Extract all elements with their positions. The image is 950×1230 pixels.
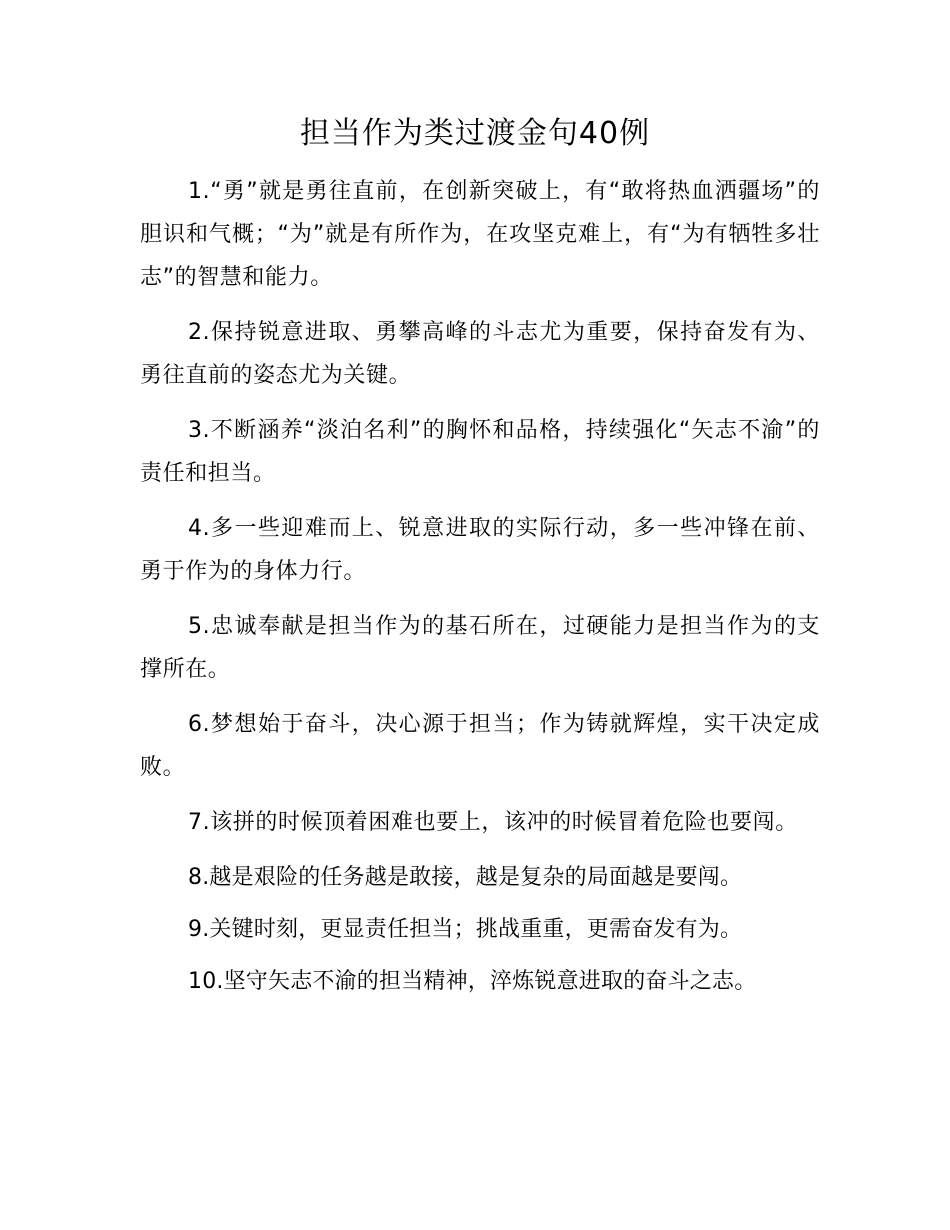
paragraph-5: 5.忠诚奉献是担当作为的基石所在，过硬能力是担当作为的支撑所在。 — [140, 614, 820, 682]
document-title: 担当作为类过渡金句40例 — [299, 116, 651, 151]
paragraph-10: 10.坚守矢志不渝的担当精神，淬炼锐意进取的奋斗之志。 — [188, 969, 757, 994]
paragraph-9: 9.关键时刻，更显责任担当；挑战重重，更需奋发有为。 — [188, 917, 743, 942]
document-body — [140, 170, 820, 1012]
paragraph-8: 8.越是艰险的任务越是敢接，越是复杂的局面越是要闯。 — [188, 865, 743, 890]
paragraph-7: 7.该拼的时候顶着困难也要上，该冲的时候冒着危险也要闯。 — [188, 810, 798, 835]
paragraph-4: 4.多一些迎难而上、锐意进取的实际行动，多一些冲锋在前、勇于作为的身体力行。 — [140, 516, 820, 584]
paragraph-3: 3.不断涵养“淡泊名利”的胸怀和品格，持续强化“矢志不渝”的责任和担当。 — [140, 418, 820, 486]
paragraph-6: 6.梦想始于奋斗，决心源于担当；作为铸就辉煌，实干决定成败。 — [140, 712, 820, 780]
paragraph-1: 1.“勇”就是勇往直前，在创新突破上，有“敢将热血洒疆场”的胆识和气概；“为”就是有所作为，在攻坚克难上，有“为有牺牲多壮志”的智慧和能力。 — [140, 179, 820, 290]
paragraph-2: 2.保持锐意进取、勇攀高峰的斗志尤为重要，保持奋发有为、勇往直前的姿态尤为关键。 — [140, 320, 820, 388]
